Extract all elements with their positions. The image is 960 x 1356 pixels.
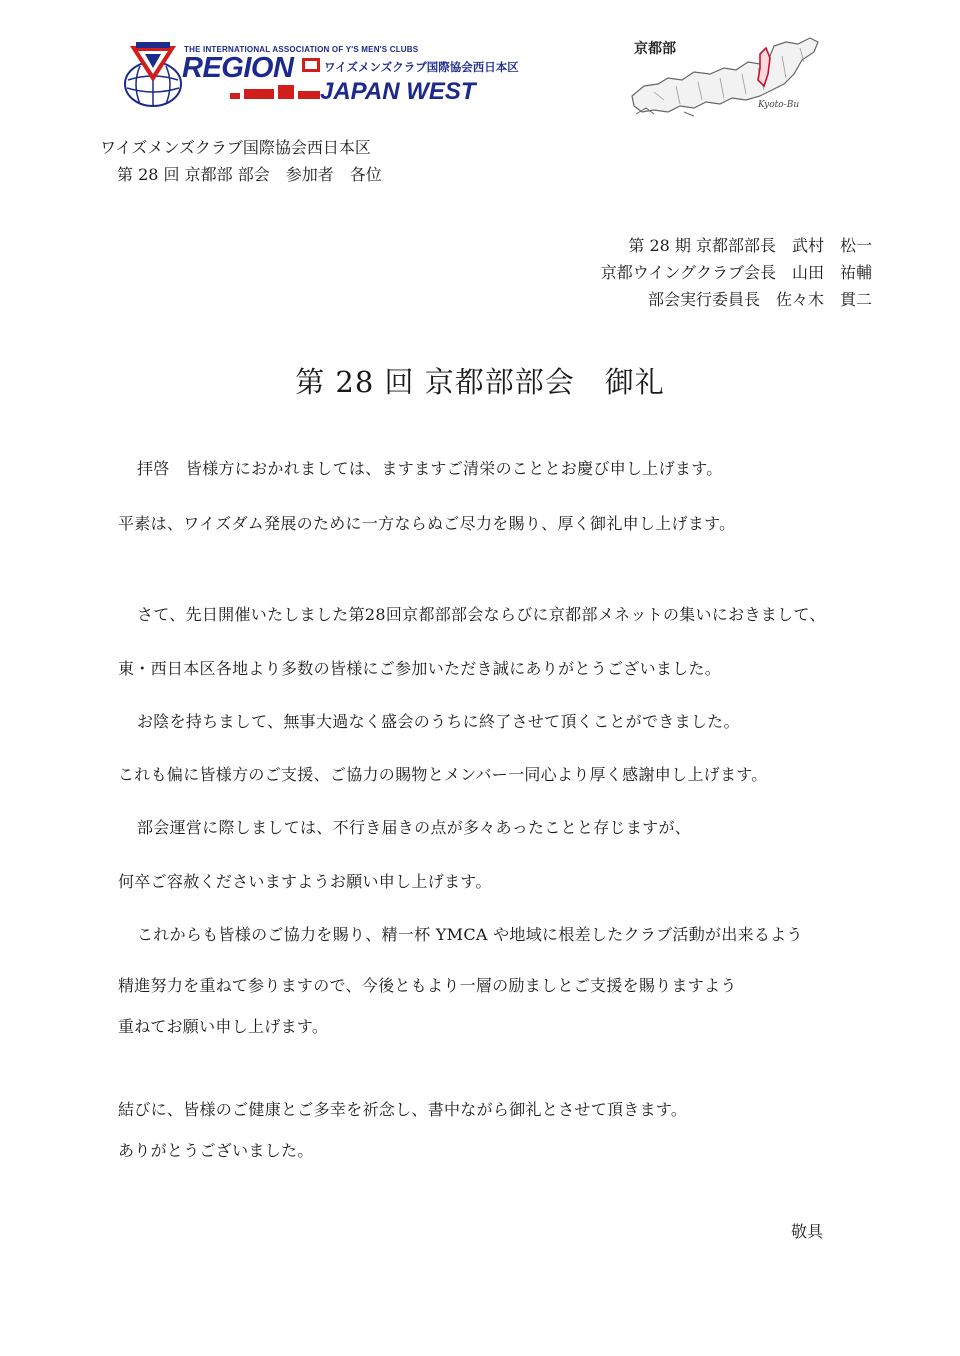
closing-remark: 敬具 <box>791 1222 824 1241</box>
sender-block <box>601 232 872 313</box>
japan-flag-icon <box>302 58 320 72</box>
body-line: 結びに、皆様のご健康とご多幸を祈念し、書中ながら御礼とさせて頂きます。 <box>118 1100 688 1119</box>
body-line: 重ねてお願い申し上げます。 <box>118 1017 329 1036</box>
red-bars-graphic <box>230 85 322 101</box>
region-wordmark: REGION <box>182 52 294 84</box>
body-line: 部会運営に際しましては、不行き届きの点が多々あったことと存じますが、 <box>137 818 692 837</box>
addressee-org: ワイズメンズクラブ国際協会西日本区 <box>100 138 371 157</box>
addressee-recipients: 第 28 回 京都部 部会 参加者 各位 <box>117 165 382 184</box>
map-title: 京都部 <box>634 41 676 57</box>
body-line: さて、先日開催いたしました第28回京都部部会ならびに京都部メネットの集いにおきまして、 <box>137 605 826 624</box>
body-line: これも偏に皆様方のご支援、ご協力の賜物とメンバー一同心より厚く感謝申し上げます。 <box>118 765 768 784</box>
body-line: ありがとうございました。 <box>118 1141 314 1160</box>
body-line: 何卒ご容赦くださいますようお願い申し上げます。 <box>118 872 492 891</box>
body-line: お陰を持ちまして、無事大過なく盛会のうちに終了させて頂くことができました。 <box>137 712 740 731</box>
letter-title: 第 28 回 京都部部会 御礼 <box>295 365 665 399</box>
addressee-block <box>100 134 382 188</box>
map-caption: Kyoto-Bu <box>758 100 800 110</box>
body-line: 精進努力を重ねて参りますので、今後ともより一層の励ましとご支援を賜りますよう <box>118 976 737 995</box>
region-logo <box>122 40 532 110</box>
sender-line: 部会実行委員長 佐々木 貫二 <box>647 290 872 309</box>
body-line: 東・西日本区各地より多数の皆様にご参加いただき誠にありがとうございました。 <box>118 659 722 678</box>
association-name: THE INTERNATIONAL ASSOCIATION OF Y'S MEN'S CLUBS <box>184 45 419 54</box>
body-line: 平素は、ワイズダム発展のために一方ならぬご尽力を賜り、厚く御礼申し上げます。 <box>118 514 736 533</box>
ys-mens-globe-emblem-icon <box>122 42 184 108</box>
japan-west-wordmark: JAPAN WEST <box>320 78 476 105</box>
region-japanese-name: ワイズメンズクラブ国際協会西日本区 <box>324 60 519 74</box>
sender-line: 第 28 期 京都部部長 武村 松一 <box>628 236 872 255</box>
sender-line: 京都ウイングクラブ会長 山田 祐輔 <box>600 263 872 282</box>
body-line: 拝啓 皆様方におかれましては、ますますご清栄のこととお慶び申し上げます。 <box>137 459 723 478</box>
body-line: これからも皆様のご協力を賜り、精一杯 YMCA や地域に根差したクラブ活動が出来るよう <box>137 925 803 944</box>
